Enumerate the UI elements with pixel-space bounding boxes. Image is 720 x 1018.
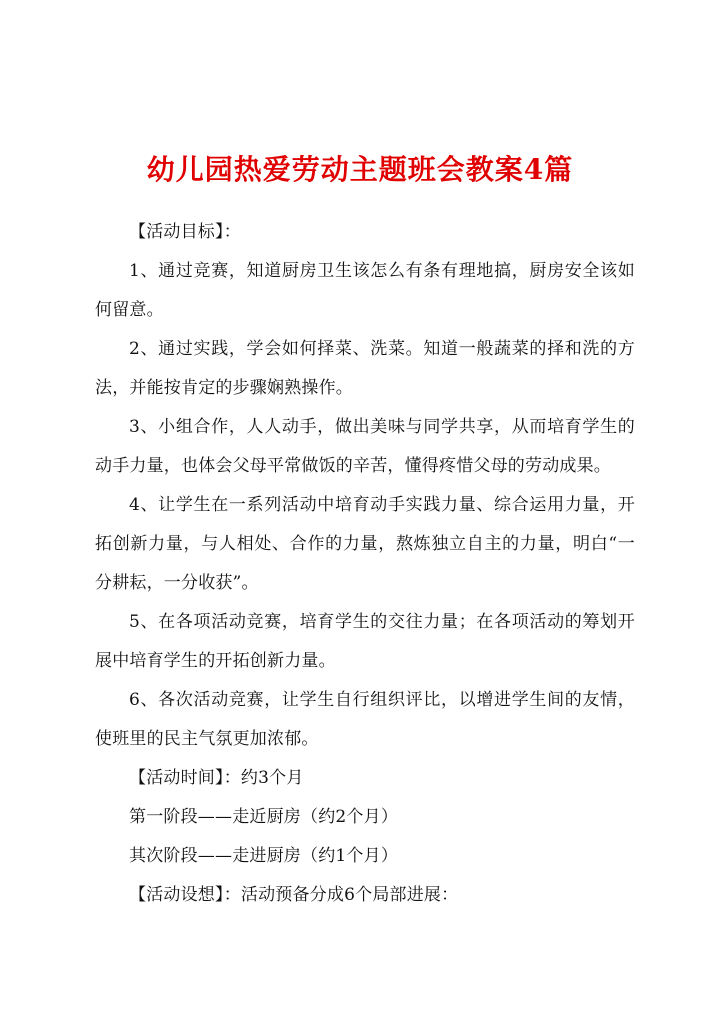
document-body — [95, 213, 635, 915]
section-heading-time: 【活动时间】：约3个月 — [129, 768, 304, 788]
document-title: 幼儿园热爱劳动主题班会教案4篇 — [146, 153, 574, 186]
goal-item-4: 4、让学生在一系列活动中培育动手实践力量、综合运用力量，开拓创新力量，与人相处、合作的力量，熬炼独立自主的力量，明白“一分耕耘，一分收获”。 — [95, 495, 635, 593]
section-heading-plan: 【活动设想】：活动预备分成6个局部进展： — [129, 885, 459, 905]
goal-item-3: 3、小组合作，人人动手，做出美味与同学共享，从而培育学生的动手力量，也体会父母平常做饭的辛苦，懂得疼惜父母的劳动成果。 — [95, 417, 635, 476]
section-heading-goals: 【活动目标】： — [129, 222, 241, 242]
goal-item-1: 1、通过竞赛，知道厨房卫生该怎么有条有理地搞，厨房安全该如何留意。 — [95, 261, 635, 320]
phase-two: 其次阶段——走进厨房（约1个月） — [129, 846, 399, 866]
goal-item-5: 5、在各项活动竞赛，培育学生的交往力量；在各项活动的筹划开展中培育学生的开拓创新力量。 — [95, 612, 635, 671]
goal-item-6: 6、各次活动竞赛，让学生自行组织评比，以增进学生间的友情，使班里的民主气氛更加浓郁。 — [95, 690, 635, 749]
goal-item-2: 2、通过实践，学会如何择菜、洗菜。知道一般蔬菜的择和洗的方法，并能按肯定的步骤娴熟操作。 — [95, 339, 635, 398]
phase-one: 第一阶段——走近厨房（约2个月） — [129, 807, 399, 827]
